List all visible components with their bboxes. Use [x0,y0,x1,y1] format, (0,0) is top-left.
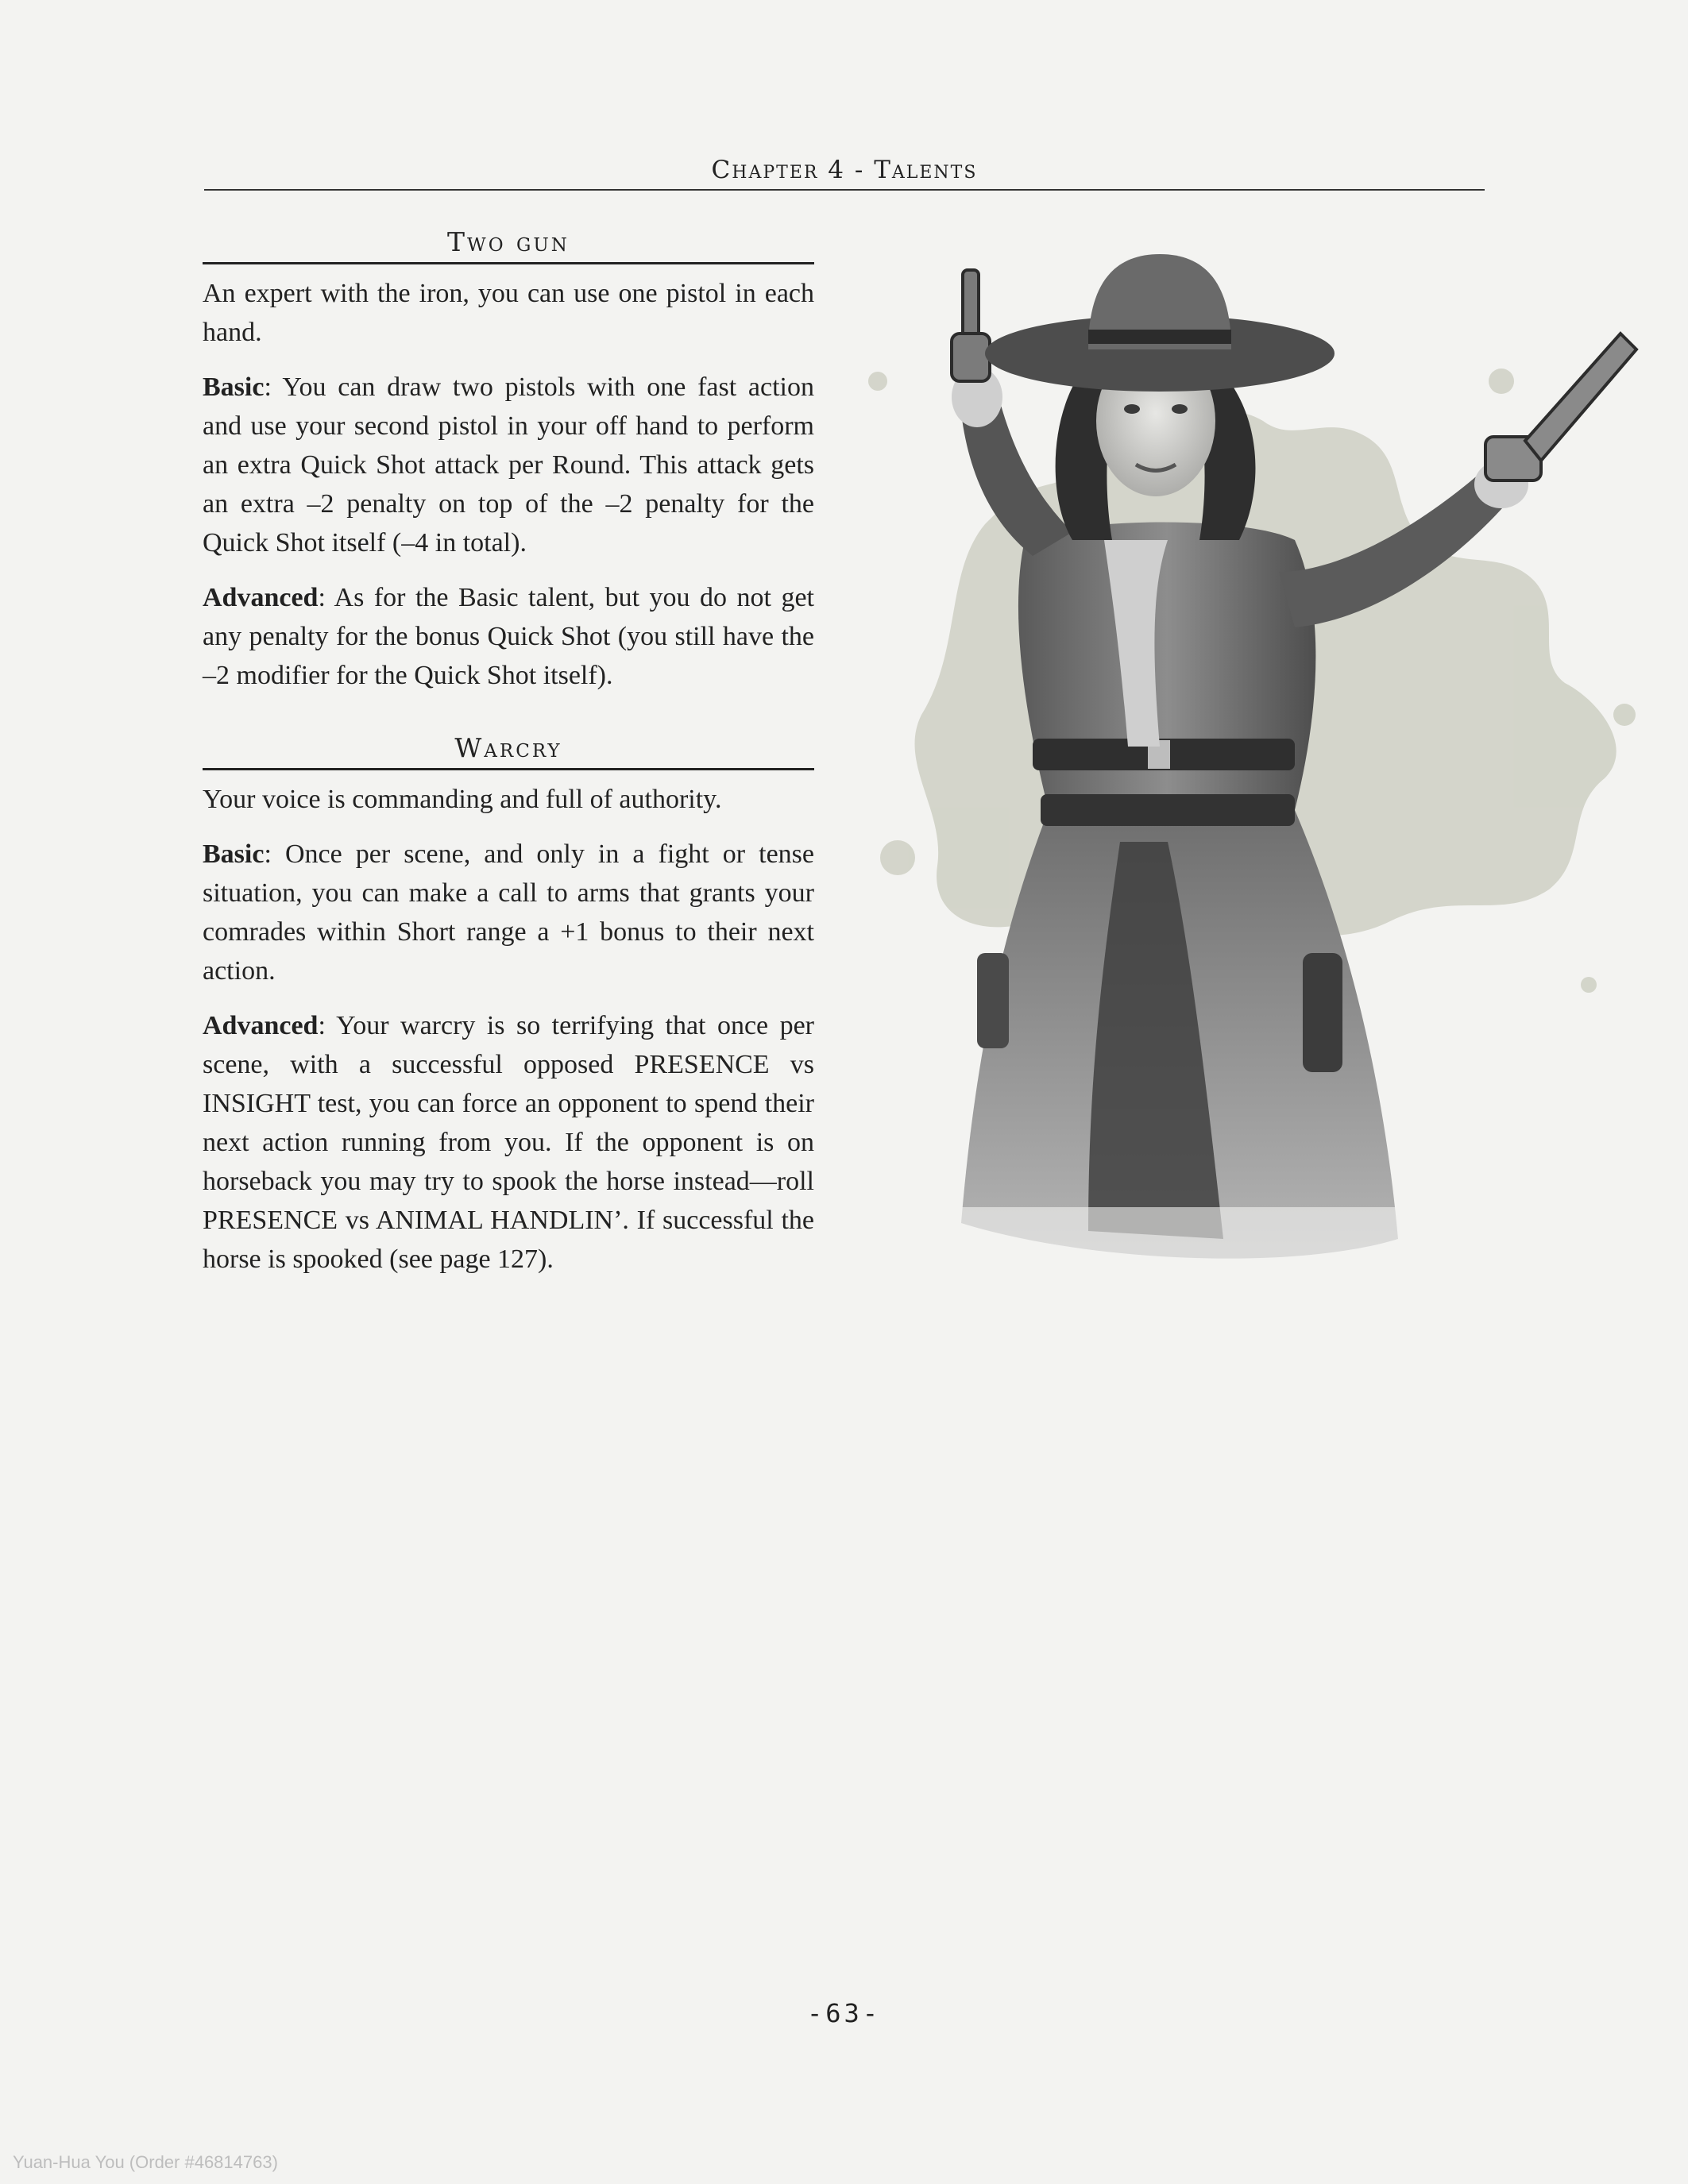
section-intro: An expert with the iron, you can use one pistol in each hand. [203,279,814,347]
basic-text: : Once per scene, and only in a fight or tense situation, you can make a call to arms that grants your comrades within Short range a +1 bonus to their next action. [203,839,814,986]
basic-label: Basic [203,372,265,402]
advanced-paragraph [203,578,814,695]
page-number: -63- [806,1998,882,2028]
revolver-raised [952,270,990,381]
advanced-text: : Your warcry is so terrifying that once per scene, with a successful opposed PRESENCE vs INSIGHT test, you can force an opponent to spend their next action running from you. If the opponent is on horseback you may try to spook the horse instead—roll PRESENCE vs ANIMAL HANDLIN’. If successful the horse is spooked (see page 127). [203,1011,814,1274]
section-warcry [203,732,814,1295]
section-title: Warcry [203,732,814,770]
advanced-label: Advanced [203,583,319,612]
section-intro: Your voice is commanding and full of authority. [203,785,722,814]
running-head: Chapter 4 - Talents [711,156,978,184]
basic-paragraph [203,368,814,562]
gunslinger-illustration [850,238,1652,1350]
purchase-watermark: Yuan-Hua You (Order #46814763) [13,2152,278,2172]
basic-label: Basic [203,839,265,869]
section-two-gun [203,226,814,711]
basic-text: : You can draw two pistols with one fast action and use your second pistol in your off hand to perform an extra Quick Shot attack per Round. This attack gets an extra –2 penalty on top of the –2 penalty for the Quick Shot itself (–4 in total). [203,372,814,558]
section-title: Two gun [203,226,814,264]
advanced-label: Advanced [203,1011,319,1040]
basic-paragraph [203,835,814,990]
advanced-paragraph [203,1006,814,1279]
cowboy-hat [985,254,1335,392]
advanced-text: : As for the Basic talent, but you do not get any penalty for the bonus Quick Shot (you still have the –2 modifier for the Quick Shot itself). [203,583,814,690]
revolver-extended [1485,334,1636,480]
running-head-rule [204,189,1485,191]
